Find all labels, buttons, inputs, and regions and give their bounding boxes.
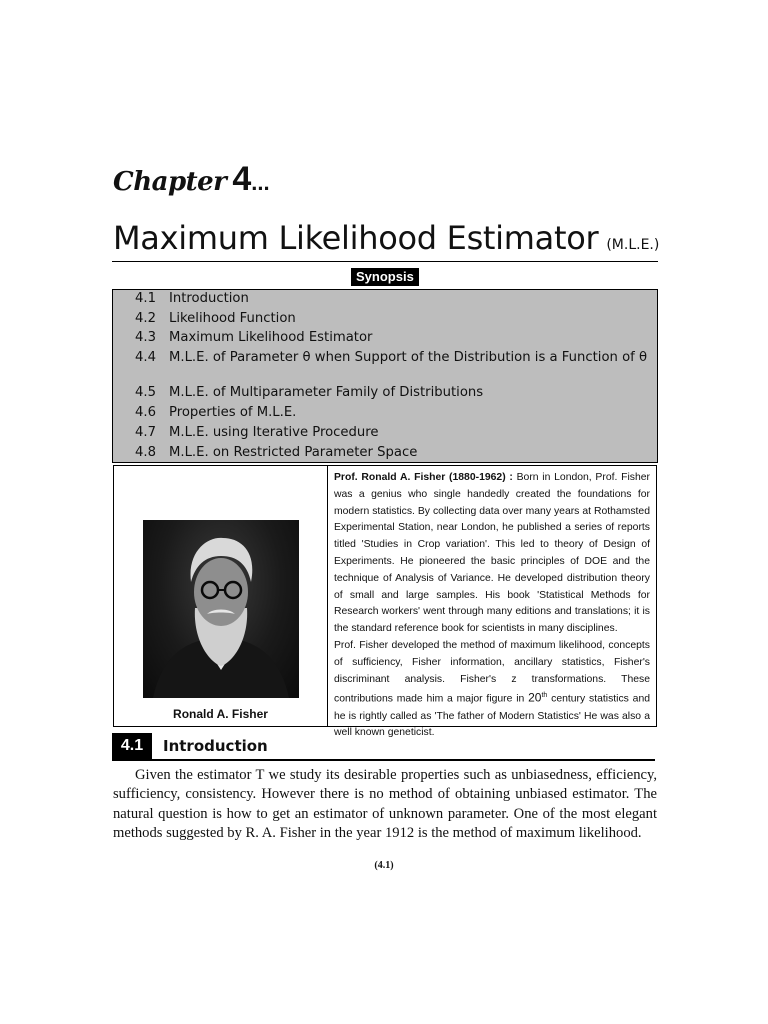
section-number: 4.1 [112,733,152,759]
portrait-illustration [143,520,299,698]
section-heading [112,733,655,761]
synopsis-item-number: 4.5 [135,385,156,400]
synopsis-item-text: M.L.E. using Iterative Procedure [169,425,379,440]
synopsis-item-number: 4.2 [135,311,156,326]
chapter-heading [113,160,270,199]
synopsis-item-number: 4.6 [135,405,156,420]
chapter-word: Chapter [113,167,227,197]
chapter-title-abbr: (M.L.E.) [606,237,660,253]
biography-paragraph-1: Born in London, Prof. Fisher was a genius who single handedly created the foundations for modern statistics. By collecting data over many years at Rothamsted Experimental Station, near London, he published a series of reports titled 'Studies in Crop variation'. This led to theory of Design of Experiments. He pioneered the basic principles of DOE and the technique of Analysis of Variance. He developed distribution theory of small and large samples. His book 'Statistical Methods for Research workers' went through many editions and translations; it is the standard reference book for scientists in many disciplines. [334,472,650,635]
synopsis-item-text: Maximum Likelihood Estimator [169,330,373,345]
synopsis-item-number: 4.1 [135,291,156,306]
synopsis-item-number: 4.8 [135,445,156,460]
synopsis-box [112,289,658,463]
chapter-title [113,219,659,257]
synopsis-item-number: 4.4 [135,350,156,365]
biography-paragraph-2-start: Prof. Fisher developed the method of maximum likelihood, concepts of sufficiency, Fisher information, ancillary statistics, Fisher's discriminant analysis. Fisher's z transformations. These contributions made him a major figure in [334,639,650,705]
synopsis-item [135,291,651,307]
section-title: Introduction [163,737,268,755]
synopsis-item [135,425,651,441]
biography-paragraph-2-end: century statistics and he is rightly called as 'The father of Modern Statistics' He was also a well known geneticist. [334,693,650,739]
biography-box [113,465,657,739]
title-rule [112,261,658,262]
synopsis-label: Synopsis [351,268,419,286]
page-number: (4.1) [374,860,394,871]
synopsis-item [135,330,651,346]
synopsis-item [135,405,651,421]
synopsis-item [135,350,651,366]
biography-paragraph [334,638,650,742]
synopsis-item-number: 4.7 [135,425,156,440]
synopsis-item-text: M.L.E. on Restricted Parameter Space [169,445,418,460]
synopsis-item-text: Likelihood Function [169,311,296,326]
biography-paragraph [334,470,650,638]
chapter-number: 4 [232,160,252,198]
portrait-caption: Ronald A. Fisher [173,707,268,721]
chapter-dots: ... [251,170,270,195]
synopsis-item-text: M.L.E. of Parameter θ when Support of the Distribution is a Function of θ [169,350,648,365]
biography-name: Prof. Ronald A. Fisher (1880-1962) : [334,472,513,483]
synopsis-item-number: 4.3 [135,330,156,345]
synopsis-item-text: Properties of M.L.E. [169,405,297,420]
synopsis-item-text: Introduction [169,291,249,306]
biography-text [334,470,650,742]
synopsis-item [135,311,651,327]
synopsis-item [135,385,651,401]
synopsis-item [135,445,651,461]
synopsis-item-text: M.L.E. of Multiparameter Family of Distributions [169,385,484,400]
fisher-portrait [143,520,299,698]
biography-century-suffix: th [541,692,548,700]
introduction-paragraph: Given the estimator T we study its desirable properties such as unbiasedness, efficiency, sufficiency, consistency. However there is no method of obtaining unbiased estimator. The natural question is how to get an estimator of unknown parameter. One of the most elegant methods suggested by R. A. Fisher in the year 1912 is the method of maximum likelihood. [113,767,657,841]
biography-century-number: 20 [528,690,542,705]
chapter-title-main: Maximum Likelihood Estimator [113,219,599,257]
biography-divider [327,466,328,726]
